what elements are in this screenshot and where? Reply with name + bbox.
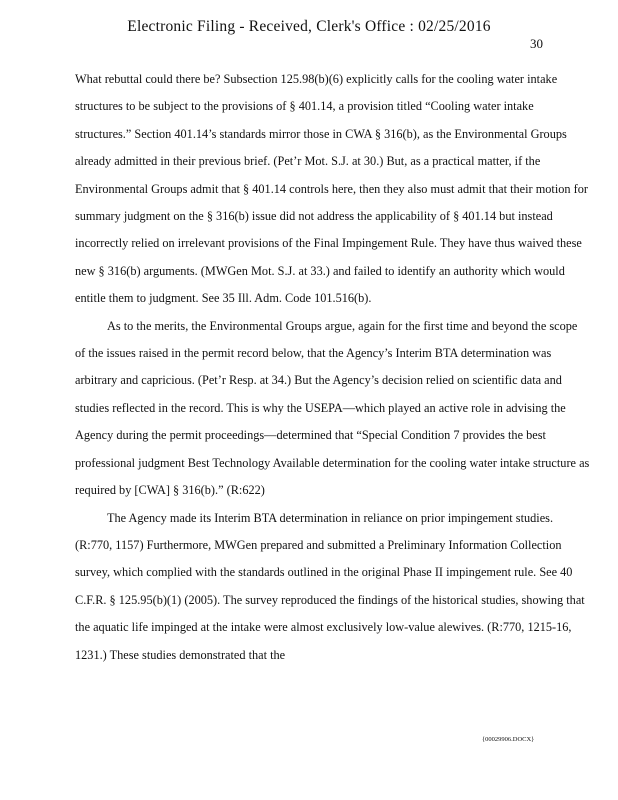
filing-stamp-header: Electronic Filing - Received, Clerk's Office : 02/25/2016 [127,18,491,35]
document-body [75,66,590,669]
page-number: 30 [530,36,543,51]
paragraph-interim-bta: The Agency made its Interim BTA determination in reliance on prior impingement studies. (R:770, 1157) Furthermore, MWGen prepared and submitted a Preliminary Information Collection survey, which complied with the standards outlined in the original Phase II impingement rule. See 40 C.F.R. § 125.95(b)(1) (2005). The survey reproduced the findings of the historical studies, showing that the aquatic life impinged at the intake were almost exclusively low-value alewives. (R:770, 1215-16, 1231.) These studies demonstrated that the [75,510,585,662]
document-id-footer: {00029906.DOCX} [482,736,535,743]
paragraph-waiver: What rebuttal could there be? Subsection 125.98(b)(6) explicitly calls for the cooling water intake structures to be subject to the provisions of § 401.14, a provision titled “Cooling water intake structures.” Section 401.14’s standards mirror those in CWA § 316(b), as the Environmental Groups already admitted in their previous brief. (Pet’r Mot. S.J. at 30.) But, as a practical matter, if the Environmental Groups admit that § 401.14 controls here, then they also must admit that their motion for summary judgment on the § 316(b) issue did not address the applicability of § 401.14 but instead incorrectly relied on irrelevant provisions of the Final Impingement Rule. They have thus waived these new § 316(b) arguments. (MWGen Mot. S.J. at 33.) and failed to identify an authority which would entitle them to judgment. See 35 Ill. Adm. Code 101.516(b). [75,72,588,306]
paragraph-merits: As to the merits, the Environmental Groups argue, again for the first time and beyond the scope of the issues raised in the permit record below, that the Agency’s Interim BTA determination was arbitrary and capricious. (Pet’r Resp. at 34.) But the Agency’s decision relied on scientific data and studies reflected in the record. This is why the USEPA—which played an active role in advising the Agency during the permit proceedings—determined that “Special Condition 7 provides the best professional judgment Best Technology Available determination for the cooling water intake structure as required by [CWA] § 316(b).” (R:622) [75,318,590,498]
